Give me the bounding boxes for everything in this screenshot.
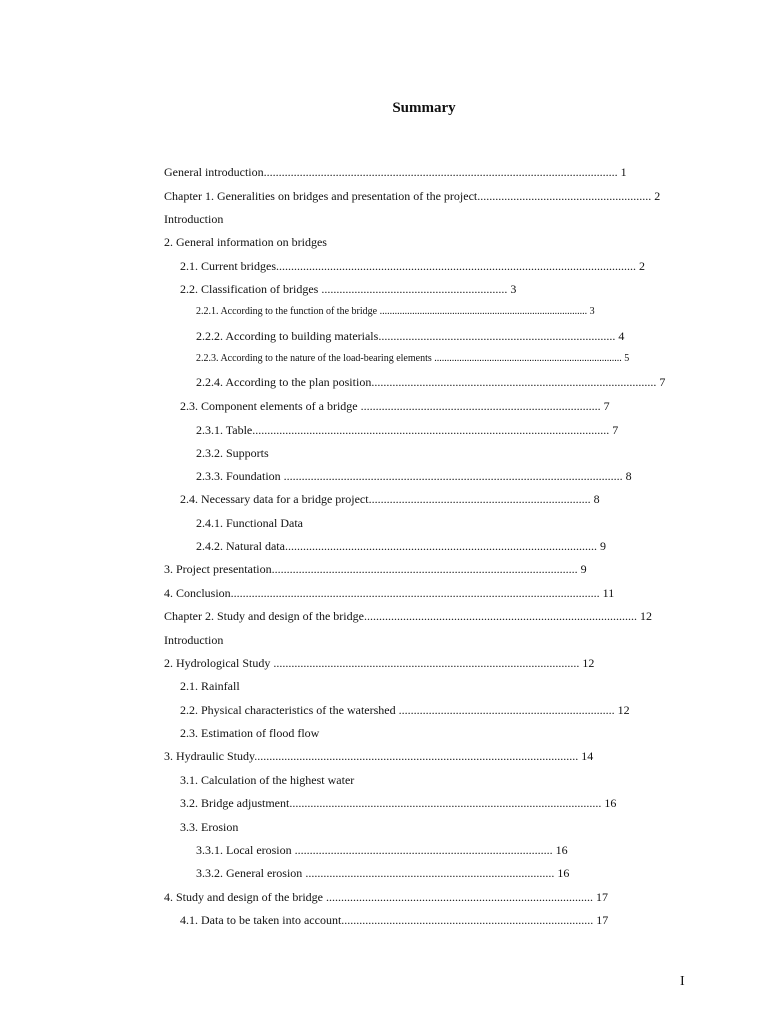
toc-entry [180,279,516,299]
toc-entry [164,186,660,206]
toc-entry-title: 2.3.3. Foundation [196,469,284,483]
toc-entry-page: 2 [638,259,645,273]
toc-entry-title: 3.3.2. General erosion [196,866,306,880]
toc-entry-title: Introduction [164,212,224,226]
toc-entry-page: 9 [599,539,606,553]
toc-entry [196,536,606,556]
toc-entry-leader: ................................................................................ [360,399,601,413]
toc-entry-page: 16 [555,843,568,857]
toc-entry-page: 7 [659,375,666,389]
toc-entry-leader: ...................................................................................................................... [263,165,618,179]
toc-entry-leader: ...................................................................................................... [271,562,578,576]
toc-entry-page: 12 [582,656,595,670]
toc-entry [196,420,618,440]
toc-entry [180,817,238,837]
toc-entry-title: 2.2. Classification of bridges [180,282,322,296]
toc-entry-title: 4.1. Data to be taken into account [180,913,342,927]
page-title: Summary [392,100,456,116]
toc-entry-title: 3.3. Erosion [180,820,239,834]
toc-entry-leader: ............................................................................... [378,329,616,343]
toc-entry-page: 4 [618,329,625,343]
toc-entry-title: General introduction [164,165,264,179]
toc-entry-leader: .................................................................................... [341,913,594,927]
toc-entry-page: 14 [581,749,594,763]
toc-entry-page: 9 [580,562,587,576]
page-number: I [680,974,685,989]
toc-entry [164,630,223,650]
toc-entry-page: 17 [595,890,608,904]
toc-entry [196,326,624,346]
toc-entry-page: 8 [625,469,632,483]
toc-entry [196,372,665,392]
toc-entry-page: 2 [654,189,661,203]
toc-entry [196,443,269,463]
toc-entry [164,209,223,229]
toc-entry-title: 3. Hydraulic Study [164,749,255,763]
toc-entry-title: 3.3.1. Local erosion [196,843,295,857]
toc-entry-leader: ........................................................................................................................... [230,586,600,600]
toc-entry [196,349,629,369]
toc-entry-leader: ......................................................................................... [325,890,593,904]
toc-entry-title: 2.2.4. According to the plan position [196,375,372,389]
toc-entry-leader: ...................................................................................................... [273,656,580,670]
toc-entry-page: 5 [624,353,630,364]
toc-entry [164,232,327,252]
toc-entry [164,887,608,907]
toc-entry-title: 2.4.2. Natural data [196,539,285,553]
toc-entry-page: 7 [603,399,610,413]
toc-entry [164,162,627,182]
toc-entry-page: 12 [617,703,630,717]
toc-entry-title: Chapter 2. Study and design of the bridge [164,609,364,623]
toc-entry-page: 3 [510,282,517,296]
toc-entry-title: Chapter 1. Generalities on bridges and presentation of the project [164,189,478,203]
toc-entry [164,583,614,603]
toc-entry-leader: ...................................................................................... [294,843,553,857]
toc-entry-title: 2.3. Estimation of flood flow [180,726,320,740]
toc-entry [164,653,594,673]
toc-entry-page: 3 [589,306,595,317]
toc-entry-title: 2.4. Necessary data for a bridge project [180,492,369,506]
toc-entry-page: 11 [602,586,615,600]
toc-entry [180,910,608,930]
toc-entry [180,723,319,743]
toc-entry-leader: .......................................................................... [368,492,591,506]
toc-entry [180,256,645,276]
toc-entry-title: 2.3.2. Supports [196,446,269,460]
toc-entry-title: 3.1. Calculation of the highest water [180,773,355,787]
toc-entry-leader: ................................................................................... [379,306,588,317]
toc-entry-title: 4. Study and design of the bridge [164,890,326,904]
toc-entry-page: 7 [612,423,619,437]
toc-entry-page: 8 [593,492,600,506]
toc-entry [196,466,632,486]
toc-entry-title: 3. Project presentation [164,562,272,576]
toc-entry-title: 2.2.2. According to building materials [196,329,379,343]
toc-entry-page: 16 [557,866,570,880]
toc-entry [196,863,569,883]
toc-entry-page: 17 [596,913,609,927]
toc-entry [196,840,568,860]
toc-entry [164,746,593,766]
toc-entry [180,770,354,790]
toc-entry-leader: ................................................................................................................. [283,469,623,483]
toc-entry-leader: .............................................................. [321,282,508,296]
toc-entry [180,793,616,813]
toc-entry-title: 2.2. Physical characteristics of the watershed [180,703,399,717]
toc-entry [164,559,587,579]
toc-entry-leader: ........................................................................................................ [289,796,602,810]
toc-entry-leader: ........................................................................... [434,353,622,364]
toc-entry [164,606,652,626]
toc-entry-leader: ........................................................................ [398,703,615,717]
toc-entry-title: 2. Hydrological Study [164,656,274,670]
toc-entry-title: 2.2.3. According to the nature of the load-bearing elements [196,353,435,364]
toc-entry-title: 2.1. Rainfall [180,679,240,693]
toc-entry-leader: ........................................................................................... [363,609,637,623]
toc-entry [196,513,303,533]
toc-entry-leader: ............................................................................................... [371,375,657,389]
toc-entry-leader: ................................................................................... [305,866,555,880]
toc-entry-title: 2. General information on bridges [164,235,327,249]
toc-entry-page: 16 [604,796,617,810]
toc-entry-title: 2.2.1. According to the function of the bridge [196,306,380,317]
toc-entry-title: 2.3.1. Table [196,423,253,437]
toc-entry-title: 2.4.1. Functional Data [196,516,303,530]
toc-entry-title: Introduction [164,633,224,647]
toc-entry-leader: ........................................................................................................ [284,539,597,553]
toc-entry [180,489,600,509]
toc-entry [196,302,595,322]
toc-entry-title: 4. Conclusion [164,586,231,600]
toc-entry-page: 12 [639,609,652,623]
toc-entry-title: 3.2. Bridge adjustment [180,796,290,810]
toc-entry [180,396,610,416]
toc-entry-title: 2.1. Current bridges [180,259,276,273]
toc-entry [180,676,240,696]
toc-entry-leader: ............................................................................................................ [254,749,579,763]
toc-entry-title: 2.3. Component elements of a bridge [180,399,361,413]
toc-entry-leader: ....................................................................................................................... [252,423,610,437]
toc-entry [180,700,630,720]
toc-entry-leader: ........................................................................................................................ [275,259,636,273]
toc-entry-leader: .......................................................... [477,189,652,203]
toc-entry-page: 1 [620,165,627,179]
